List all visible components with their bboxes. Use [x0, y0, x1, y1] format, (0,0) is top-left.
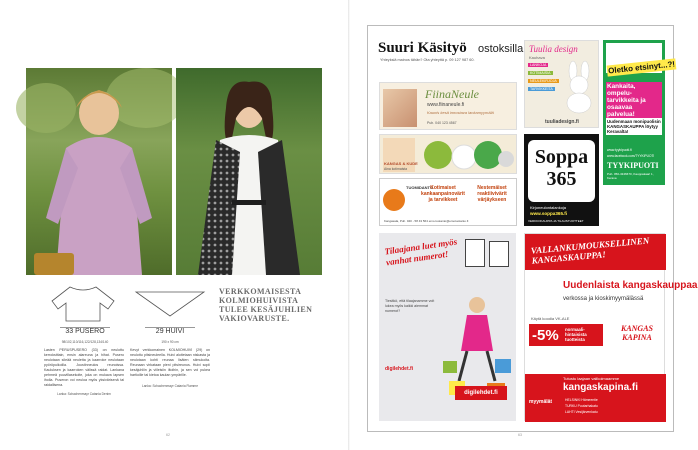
tuulia-url[interactable]: tuuliadesign.fi: [545, 119, 579, 125]
kapina-banner-text: VALLANKUMOUKSELLINEN KANGASKAUPPA!: [530, 235, 650, 266]
fiinaneule-tagline: Kaunis kesä innostava lankamyymälä: [427, 110, 494, 115]
product-credit-pusero: Lanka: Schachenmayr Catania Denim: [57, 392, 111, 396]
product-credit-huivi: Lanka: Schachenmayr Catania Flamme: [142, 384, 198, 388]
yarn-ad-name: KANGAS & KUDE: [384, 161, 418, 166]
kapina-discount-text: normaali-hintaisista tuotteista: [565, 327, 587, 342]
kapina-store: LAHTI Vesijärvenkatu: [565, 410, 598, 414]
oletko-address: Puh. 050-4346670, Kauppakaari 1, Kerava: [607, 172, 654, 180]
digilehdet-subhead: Tiesitkö, että tilaajanamme voit lukea myös kaikki aiemmat numerot?: [385, 299, 435, 313]
tuulia-location: Kauhava: [529, 55, 545, 60]
ad-yarns[interactable]: [379, 134, 517, 174]
kapina-footer: [525, 374, 666, 422]
section-title: Suuri Käsityö: [378, 40, 467, 56]
yarn-balls-icon: [420, 137, 515, 173]
product-sizes-huivi: 190 x 90 cm: [161, 340, 179, 344]
kapina-logo: KANGAS KAPINA: [620, 324, 653, 342]
photo-woman-in-shawl: [176, 68, 322, 275]
woman-illustration: [176, 68, 322, 275]
tuulia-tag: TARVIKKEITA: [530, 87, 553, 91]
sweater-schematic-icon: [48, 283, 118, 323]
section-tagline: Yhteyksiä mainos tähän? Ota yhteyttä p. 09 127 987 60.: [380, 58, 475, 62]
oletko-body: Kankaita, ompelu-tarvikkeita ja osaavaa palvelua!: [606, 82, 662, 119]
tuulia-tag: NEULEKIRJOJA: [530, 79, 557, 83]
yarn-ad-line: Aina kotimaista: [384, 167, 407, 171]
caption-line: KOLMIOHUIVISTA: [219, 296, 299, 305]
digilehdet-logo: digilehdet.fi: [455, 386, 507, 400]
page-spine: [348, 0, 350, 450]
ad-emo[interactable]: [379, 178, 517, 226]
product-text-huivi: Kevyt verkkomainen KOLMIOHUIVI (29) on neulottu pitsineuleella. Huivi aloitetaan niskasta ja neulotaan kohti reunaa lisäten silmukoita. Reunaan virkataan pieni pitsireunus. Huivi sopii kesäjuhliin ja viileisiin iltoihin, ja sen voi pukea hartioille tai kietoa kaulan ympärille.: [130, 348, 210, 377]
product-text-pusero: Lasten PERUSPUSERO (33) on neulottu kerroksittain, ensin alareuna ja hihat. Pusero neulotaan sileää neuletta ja kaarroke neulotaan pyöröpuikoilla. Joustinneulos reunoissa. Kauluksen ja kaarroken välissä raidat. Lankana pehmeä puuvillasekoite, joka on mukava lapsen iholla. Puseron voi neuloa myös yksivärisenä tai raidallisena.: [44, 348, 124, 387]
page-number-right: 63: [518, 433, 522, 437]
girl-with-balloons-icon: [439, 291, 515, 401]
fiinaneule-logo: FiinaNeule: [425, 87, 479, 101]
section-subtitle: ostoksilla: [478, 43, 524, 55]
product-sizes-pusero: 98/102,110/116,122/128,134/140: [61, 340, 109, 344]
kapina-hint: Tutustu laajaan valikoimaamme: [563, 376, 620, 381]
fiinaneule-phone: Puh. 040 123 4567: [427, 121, 457, 125]
photo-girl-in-sweater: [26, 68, 172, 275]
oletko-facebook[interactable]: www.facebook.com/TYYKIPUOTI: [607, 154, 655, 158]
page-number-left: 62: [166, 433, 170, 437]
kapina-discount-box: [529, 324, 603, 346]
emo-col2-title: Nestemäiset reaktiivivärit värjäykseen: [477, 185, 507, 203]
oletko-url[interactable]: www.tyykipuoti.fi: [607, 148, 632, 152]
caption-line: TULEE KESÄJUHLIEN: [219, 305, 313, 314]
soppa-logo: [528, 140, 595, 202]
kapina-discount: -5%: [532, 327, 559, 344]
kapina-store: TURKU Puutarhakatu: [565, 404, 598, 408]
oletko-headline: Oletko etsinyt...?!: [607, 59, 676, 76]
soppa-name: Soppa 365: [534, 146, 589, 190]
emo-brand: TUOMIDANTU: [406, 185, 433, 190]
soppa-tagline: Kirjoneulontalankoja: [530, 205, 567, 210]
knitted-bunny-icon: [561, 61, 599, 113]
kapina-stores-title: myymälät: [529, 399, 553, 405]
shawl-schematic-icon: [132, 288, 208, 318]
kapina-store: HELSINKI Hämeentie: [565, 398, 598, 402]
ad-tyykipuoti[interactable]: [603, 40, 676, 185]
kapina-promo: Käytä koodia VK-ALE: [531, 316, 570, 321]
ad-tuulia-design[interactable]: [524, 40, 599, 128]
ad-kangaskapina[interactable]: [524, 233, 698, 421]
emo-col1-title: Kotimaiset kankaanpainovärit ja tarvikkeet: [421, 185, 465, 203]
knitter-photo: [383, 89, 417, 127]
digilehdet-headline: Tilaajana luet myös vanhat numerot!: [383, 236, 458, 268]
fiinaneule-url[interactable]: www.fiinaneule.fi: [427, 102, 465, 108]
ad-soppa365[interactable]: [524, 134, 599, 226]
product-title-pusero: 33 PUSERO: [65, 328, 105, 335]
product-title-huivi: 29 HUIVI: [155, 328, 185, 335]
caption-line: VERKKOMAISESTA: [219, 287, 302, 296]
kapina-subline: verkossa ja kioskimyymälässä: [563, 296, 644, 302]
soppa-url[interactable]: www.soppa365.fi: [530, 211, 568, 216]
tuulia-tag: KOTIMAISIA: [530, 71, 551, 75]
kapina-url[interactable]: kangaskapina.fi: [563, 382, 639, 393]
ad-digilehdet[interactable]: [379, 233, 516, 421]
tablet-icon: [465, 239, 511, 269]
emo-contact: Kangasala, Puh. 040 - 58 43 564 emo.tuotanto@emotuotanto.fi: [384, 219, 469, 223]
digilehdet-url[interactable]: digilehdet.fi: [385, 366, 414, 372]
tyykipuoti-logo: TYYKIPUOTI: [607, 161, 659, 170]
emo-logo-icon: [383, 189, 405, 211]
tuulia-logo: Tuulia design: [529, 44, 578, 54]
shawl-caption: [219, 287, 329, 323]
soppa-line2: VERKKOKAUPPA JA TILAUSTUOTTEET: [528, 219, 584, 223]
kapina-headline: Uudenlaista kangaskauppaa: [563, 280, 698, 291]
tuulia-tag: LANKOJA: [530, 63, 547, 67]
caption-line: VAKIOVARUSTE.: [219, 314, 290, 323]
ad-fiinaneule[interactable]: [379, 82, 517, 130]
girl-illustration: [26, 68, 172, 275]
oletko-text2: Uudenmaan monipuolisin KANGASKAUPPA löytyy Keravalta!: [607, 119, 661, 134]
